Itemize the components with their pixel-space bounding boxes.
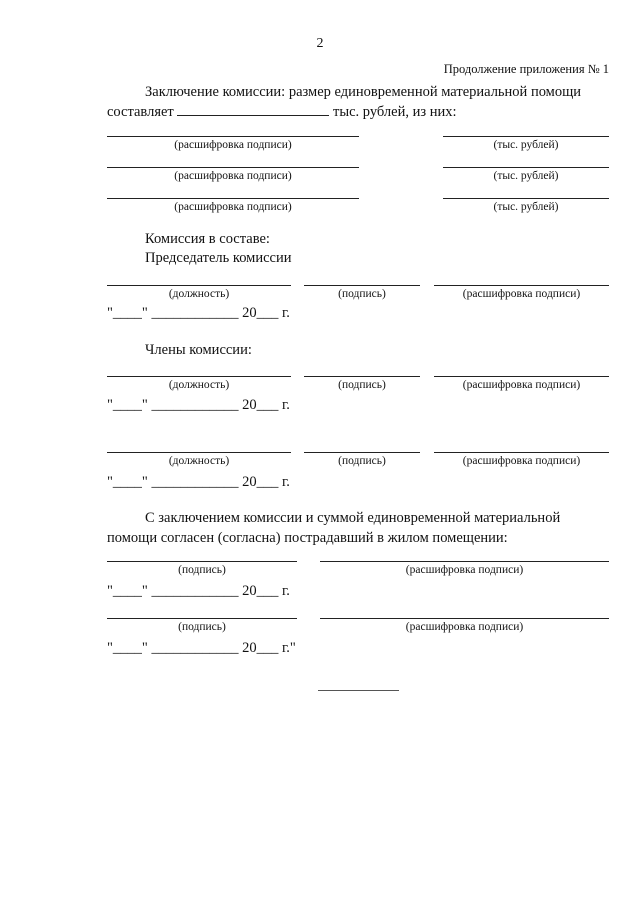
member1-decoding-caption: (расшифровка подписи) (462, 379, 581, 391)
decoding-caption-1: (расшифровка подписи) (174, 139, 292, 151)
chair-date-line[interactable]: "____" ____________ 20___ г. (107, 305, 290, 321)
commission-composition-label: Комиссия в составе: (145, 231, 270, 247)
decoding-line-1[interactable] (107, 136, 359, 137)
conclusion-paragraph (107, 82, 609, 122)
amount-line-1[interactable] (443, 136, 609, 137)
page-number: 2 (316, 36, 324, 51)
chair-decoding-line[interactable] (434, 285, 609, 286)
amount-line-3[interactable] (443, 198, 609, 199)
member2-date-line[interactable]: "____" ____________ 20___ г. (107, 474, 290, 490)
member2-position-caption: (должность) (168, 455, 230, 467)
amount-caption-3: (тыс. рублей) (493, 201, 559, 213)
victim1-date-line[interactable]: "____" ____________ 20___ г. (107, 583, 290, 599)
chair-signature-line[interactable] (304, 285, 420, 286)
victim1-signature-line[interactable] (107, 561, 297, 562)
member1-signature-line[interactable] (304, 376, 420, 377)
chair-label: Председатель комиссии (145, 250, 292, 266)
victim1-signature-caption: (подпись) (178, 564, 226, 576)
amount-blank[interactable] (177, 102, 329, 116)
victim2-signature-line[interactable] (107, 618, 297, 619)
member2-decoding-line[interactable] (434, 452, 609, 453)
conclusion-text-line2 (107, 102, 609, 122)
decoding-line-2[interactable] (107, 167, 359, 168)
member2-position-line[interactable] (107, 452, 291, 453)
members-label: Члены комиссии: (145, 342, 252, 358)
decoding-caption-3: (расшифровка подписи) (174, 201, 292, 213)
decoding-line-3[interactable] (107, 198, 359, 199)
agreement-paragraph (107, 508, 609, 548)
closing-rule (318, 690, 399, 691)
chair-decoding-caption: (расшифровка подписи) (462, 288, 581, 300)
victim1-decoding-line[interactable] (320, 561, 609, 562)
amount-caption-2: (тыс. рублей) (493, 170, 559, 182)
conclusion-text-line1: Заключение комиссии: размер единовременной материальной помощи (145, 84, 582, 100)
agreement-text-line1: С заключением комиссии и суммой единовременной материальной (145, 510, 561, 526)
member1-date-line[interactable]: "____" ____________ 20___ г. (107, 397, 290, 413)
amount-caption-1: (тыс. рублей) (493, 139, 559, 151)
chair-position-caption: (должность) (168, 288, 230, 300)
victim2-date-line[interactable]: "____" ____________ 20___ г." (107, 640, 296, 656)
member2-signature-caption: (подпись) (338, 455, 386, 467)
victim2-decoding-line[interactable] (320, 618, 609, 619)
agreement-text-line2: помощи согласен (согласна) пострадавший в жилом помещении: (107, 530, 508, 546)
conclusion-suffix: тыс. рублей, из них: (333, 104, 457, 120)
member1-decoding-line[interactable] (434, 376, 609, 377)
member1-position-caption: (должность) (168, 379, 230, 391)
appendix-continuation: Продолжение приложения № 1 (443, 62, 609, 76)
member2-decoding-caption: (расшифровка подписи) (462, 455, 581, 467)
member1-signature-caption: (подпись) (338, 379, 386, 391)
member1-position-line[interactable] (107, 376, 291, 377)
chair-position-line[interactable] (107, 285, 291, 286)
victim2-decoding-caption: (расшифровка подписи) (405, 621, 524, 633)
decoding-caption-2: (расшифровка подписи) (174, 170, 292, 182)
victim1-decoding-caption: (расшифровка подписи) (405, 564, 524, 576)
amount-line-2[interactable] (443, 167, 609, 168)
chair-signature-caption: (подпись) (338, 288, 386, 300)
victim2-signature-caption: (подпись) (178, 621, 226, 633)
conclusion-prefix: составляет (107, 104, 174, 120)
member2-signature-line[interactable] (304, 452, 420, 453)
